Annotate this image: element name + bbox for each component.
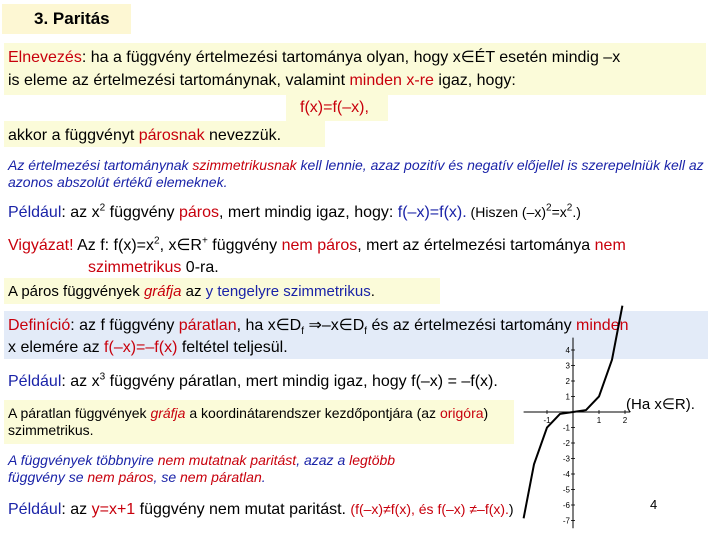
y-tick-label: 1 [565,392,570,402]
y-tick-label: -7 [562,516,570,526]
no-parity-note: A függvények többnyire nem mutatnak paritást, azaz a legtöbb függvény se nem páros, se nem páratlan. [8,452,396,485]
even-definition-line2: is eleme az értelmezési tartománynak, valamint minden x-re igaz, hogy: [8,72,516,89]
definition-label: Definíció [8,317,71,334]
y-tick-label: -3 [562,454,570,464]
no-parity-example: Például: az y=x+1 függvény nem mutat paritást. (f(–x)≠f(x), és f(–x) ≠–f(x).) [8,501,514,518]
even-graph-statement: A páros függvények gráfja az y tengelyre szimmetrikus. [8,283,375,300]
warning-line1: Vigyázat! Az f: $f(x)=x^2$, x∈R+ függvény nem páros, mert az értelmezési tartománya nem [8,235,626,254]
warning-label: Vigyázat! [8,237,74,254]
even-example: Például: az $x^2$ függvény páros, mert mindig igaz, hogy: f(–x)=f(x). (Hiszen $(-x)^2=x^2$.) [8,202,581,221]
y-tick-label: 3 [565,361,570,371]
y-tick-label: 2 [565,377,570,386]
symmetry-note: Az értelmezési tartománynak szimmetrikusnak kell lennie, azaz pozitív és negatív előjellel is szerepelniük kell az azonos abszolút értékű elemeknek. [8,157,704,190]
page-title: 3. Paritás [34,9,110,28]
x-tick-label: -1 [543,416,551,425]
y-tick-label: -2 [562,439,570,448]
warning-line2: szimmetrikus 0-ra. [88,259,219,276]
y-tick-label: -4 [562,470,570,479]
cubic-graph [530,346,635,540]
naming-label: Elnevezés [8,49,82,66]
even-name-line: akkor a függvényt párosnak nevezzük. [8,127,282,144]
y-tick-label: 4 [565,346,570,355]
graph-ticks [543,346,627,526]
graph-axes [524,338,631,529]
page-number: 4 [650,497,658,512]
even-definition-line1: Elnevezés: ha a függvény értelmezési tartománya olyan, hogy x∈ÉT esetén mindig –x [8,49,621,66]
domain-note: (Ha x∈R). [626,396,695,413]
example-label: Például [8,204,62,221]
y-tick-label: -6 [562,501,570,510]
x-tick-label: 2 [622,416,628,425]
y-tick-label: -5 [562,485,570,495]
odd-graph-statement: A páratlan függvények gráfja a koordinátarendszer kezdőpontjára (az origóra) szimmetrikus. [8,405,489,438]
x-tick-label: 1 [596,416,602,425]
odd-definition-line2: x elemére az f(–x)=–f(x) feltétel teljesül. [8,339,288,356]
odd-definition-line1: Definíció: az f függvény páratlan, ha $x\in D_f$ $\Rightarrow-x\in D_f$ és az értelmezési tartomány minden [8,317,629,338]
y-tick-label: -1 [562,423,570,433]
odd-example: Például: az $x^3$ függvény páratlan, mert mindig igaz, hogy f(–x) = –f(x). [8,371,498,390]
even-formula: f(x)=f(–x), [300,99,369,116]
